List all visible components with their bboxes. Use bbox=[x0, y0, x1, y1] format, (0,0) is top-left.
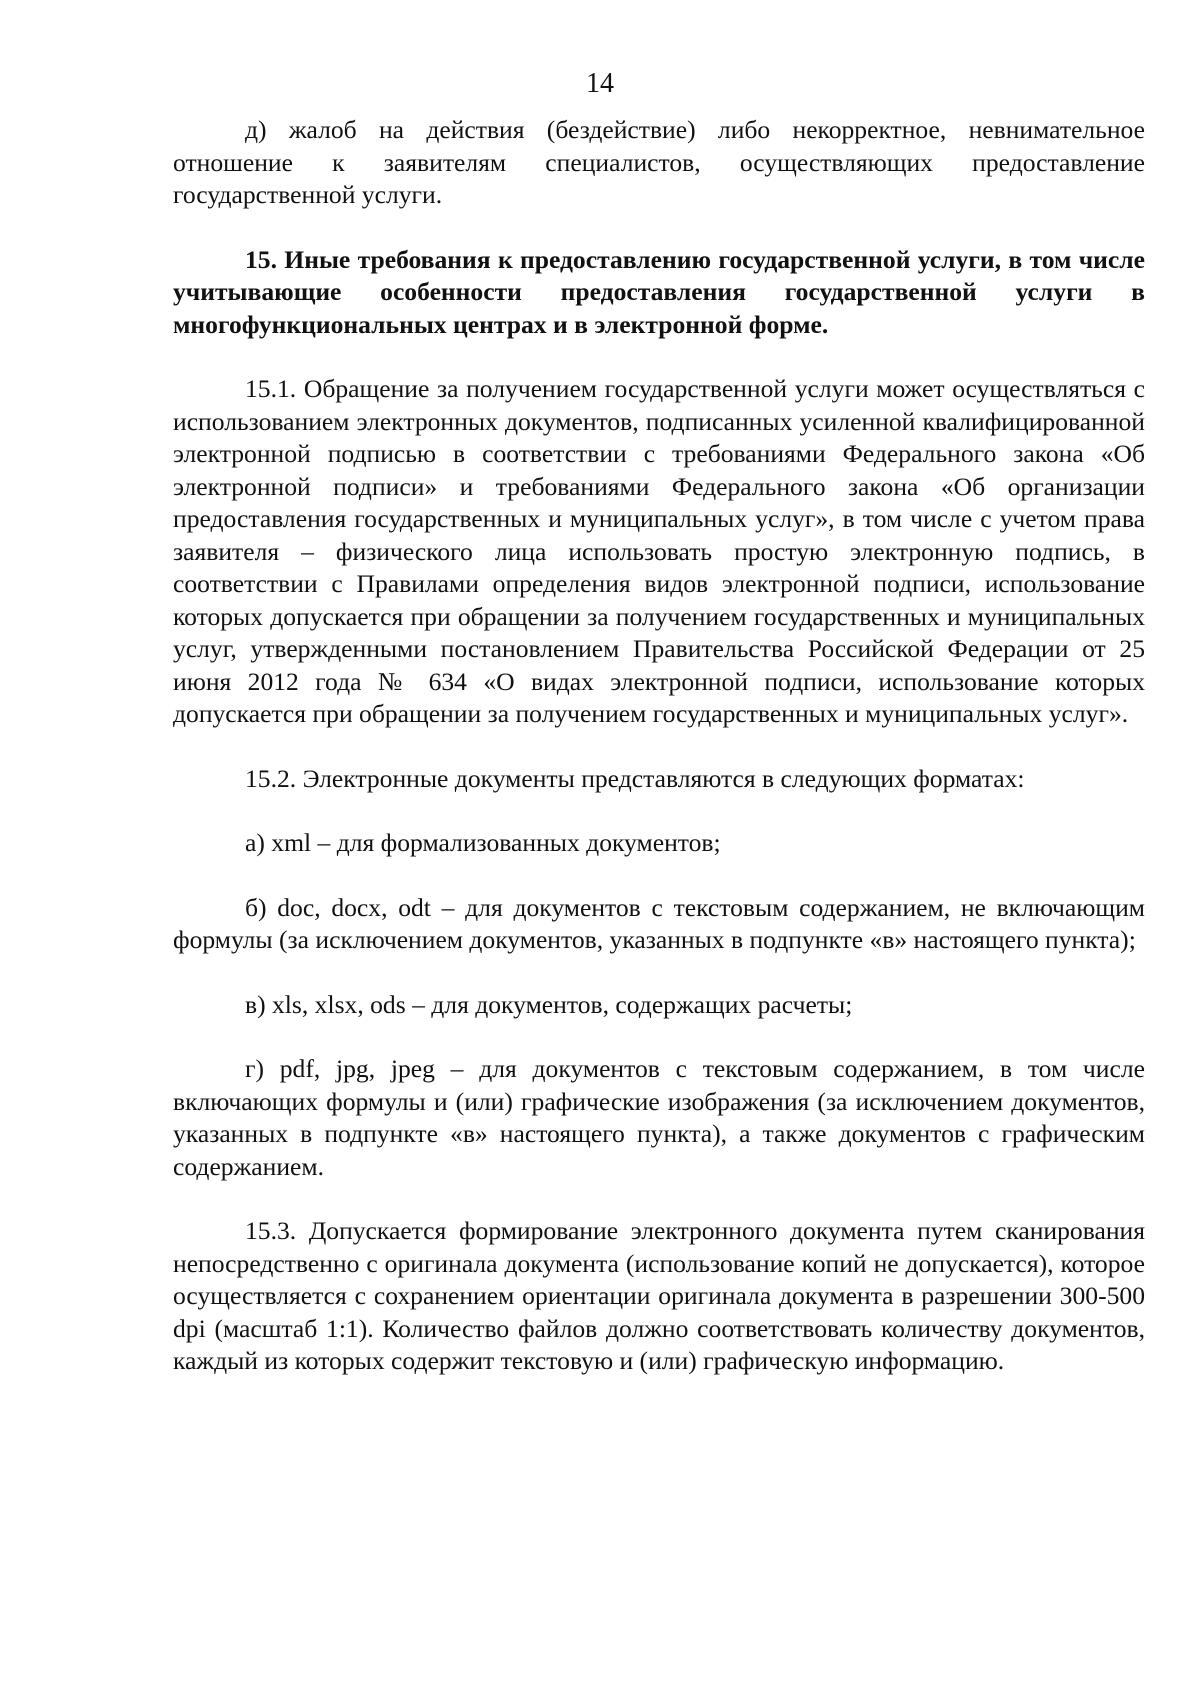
paragraph-15-2-g: г) pdf, jpg, jpeg – для документов с текстовым содержанием, в том числе включающих формулы и (или) графические изображения (за исключением документов, указанных в подпункте «в» настоящего пункта), а также документов с графическим содержанием. bbox=[173, 1054, 1145, 1181]
page-number: 14 bbox=[586, 68, 614, 99]
paragraph-15-2-b: б) doc, docx, odt – для документов с текстовым содержанием, не включающим формулы (за исключением документов, указанных в подпункте «в» настоящего пункта); bbox=[173, 892, 1145, 954]
paragraph-15-2: 15.2. Электронные документы представляются в следующих форматах: bbox=[245, 763, 1025, 793]
paragraph-15-3: 15.3. Допускается формирование электронного документа путем сканирования непосредственно с оригинала документа (использование копий не допускается), которое осуществляется с сохранением ориентации оригинала документа в разрешении 300-500 dpi (масштаб 1:1). Количество файлов должно соответствовать количеству документов, каждый из которых содержит текстовую и (или) графическую информацию. bbox=[173, 1216, 1145, 1375]
paragraph-15-2-v: в) xls, xlsx, ods – для документов, содержащих расчеты; bbox=[245, 989, 853, 1019]
paragraph-15-1: 15.1. Обращение за получением государственной услуги может осуществляться с использованием электронных документов, подписанных усиленной квалифицированной электронной подписью в соответствии с требованиями Федерального закона «Об электронной подписи» и требованиями Федерального закона «Об организации предоставления государственных и муниципальных услуг», в том числе с учетом права заявителя – физического лица использовать простую электронную подпись, в соответствии с Правилами определения видов электронной подписи, использование которых допускается при обращении за получением государственных и муниципальных услуг, утвержденными постановлением Правительства Российской Федерации от 25 июня 2012 года № 634 «О видах электронной подписи, использование которых допускается при обращении за получением государственных и муниципальных услуг». bbox=[173, 374, 1145, 728]
paragraph-d-complaints: д) жалоб на действия (бездействие) либо некорректное, невнимательное отношение к заявителям специалистов, осуществляющих предоставление государственной услуги. bbox=[173, 115, 1145, 209]
section-15-heading: 15. Иные требования к предоставлению государственной услуги, в том числе учитывающие особенности предоставления государственной услуги в многофункциональных центрах и в электронной форме. bbox=[173, 244, 1145, 339]
document-body bbox=[173, 114, 1145, 1378]
paragraph-15-2-a: а) xml – для формализованных документов; bbox=[245, 828, 721, 857]
